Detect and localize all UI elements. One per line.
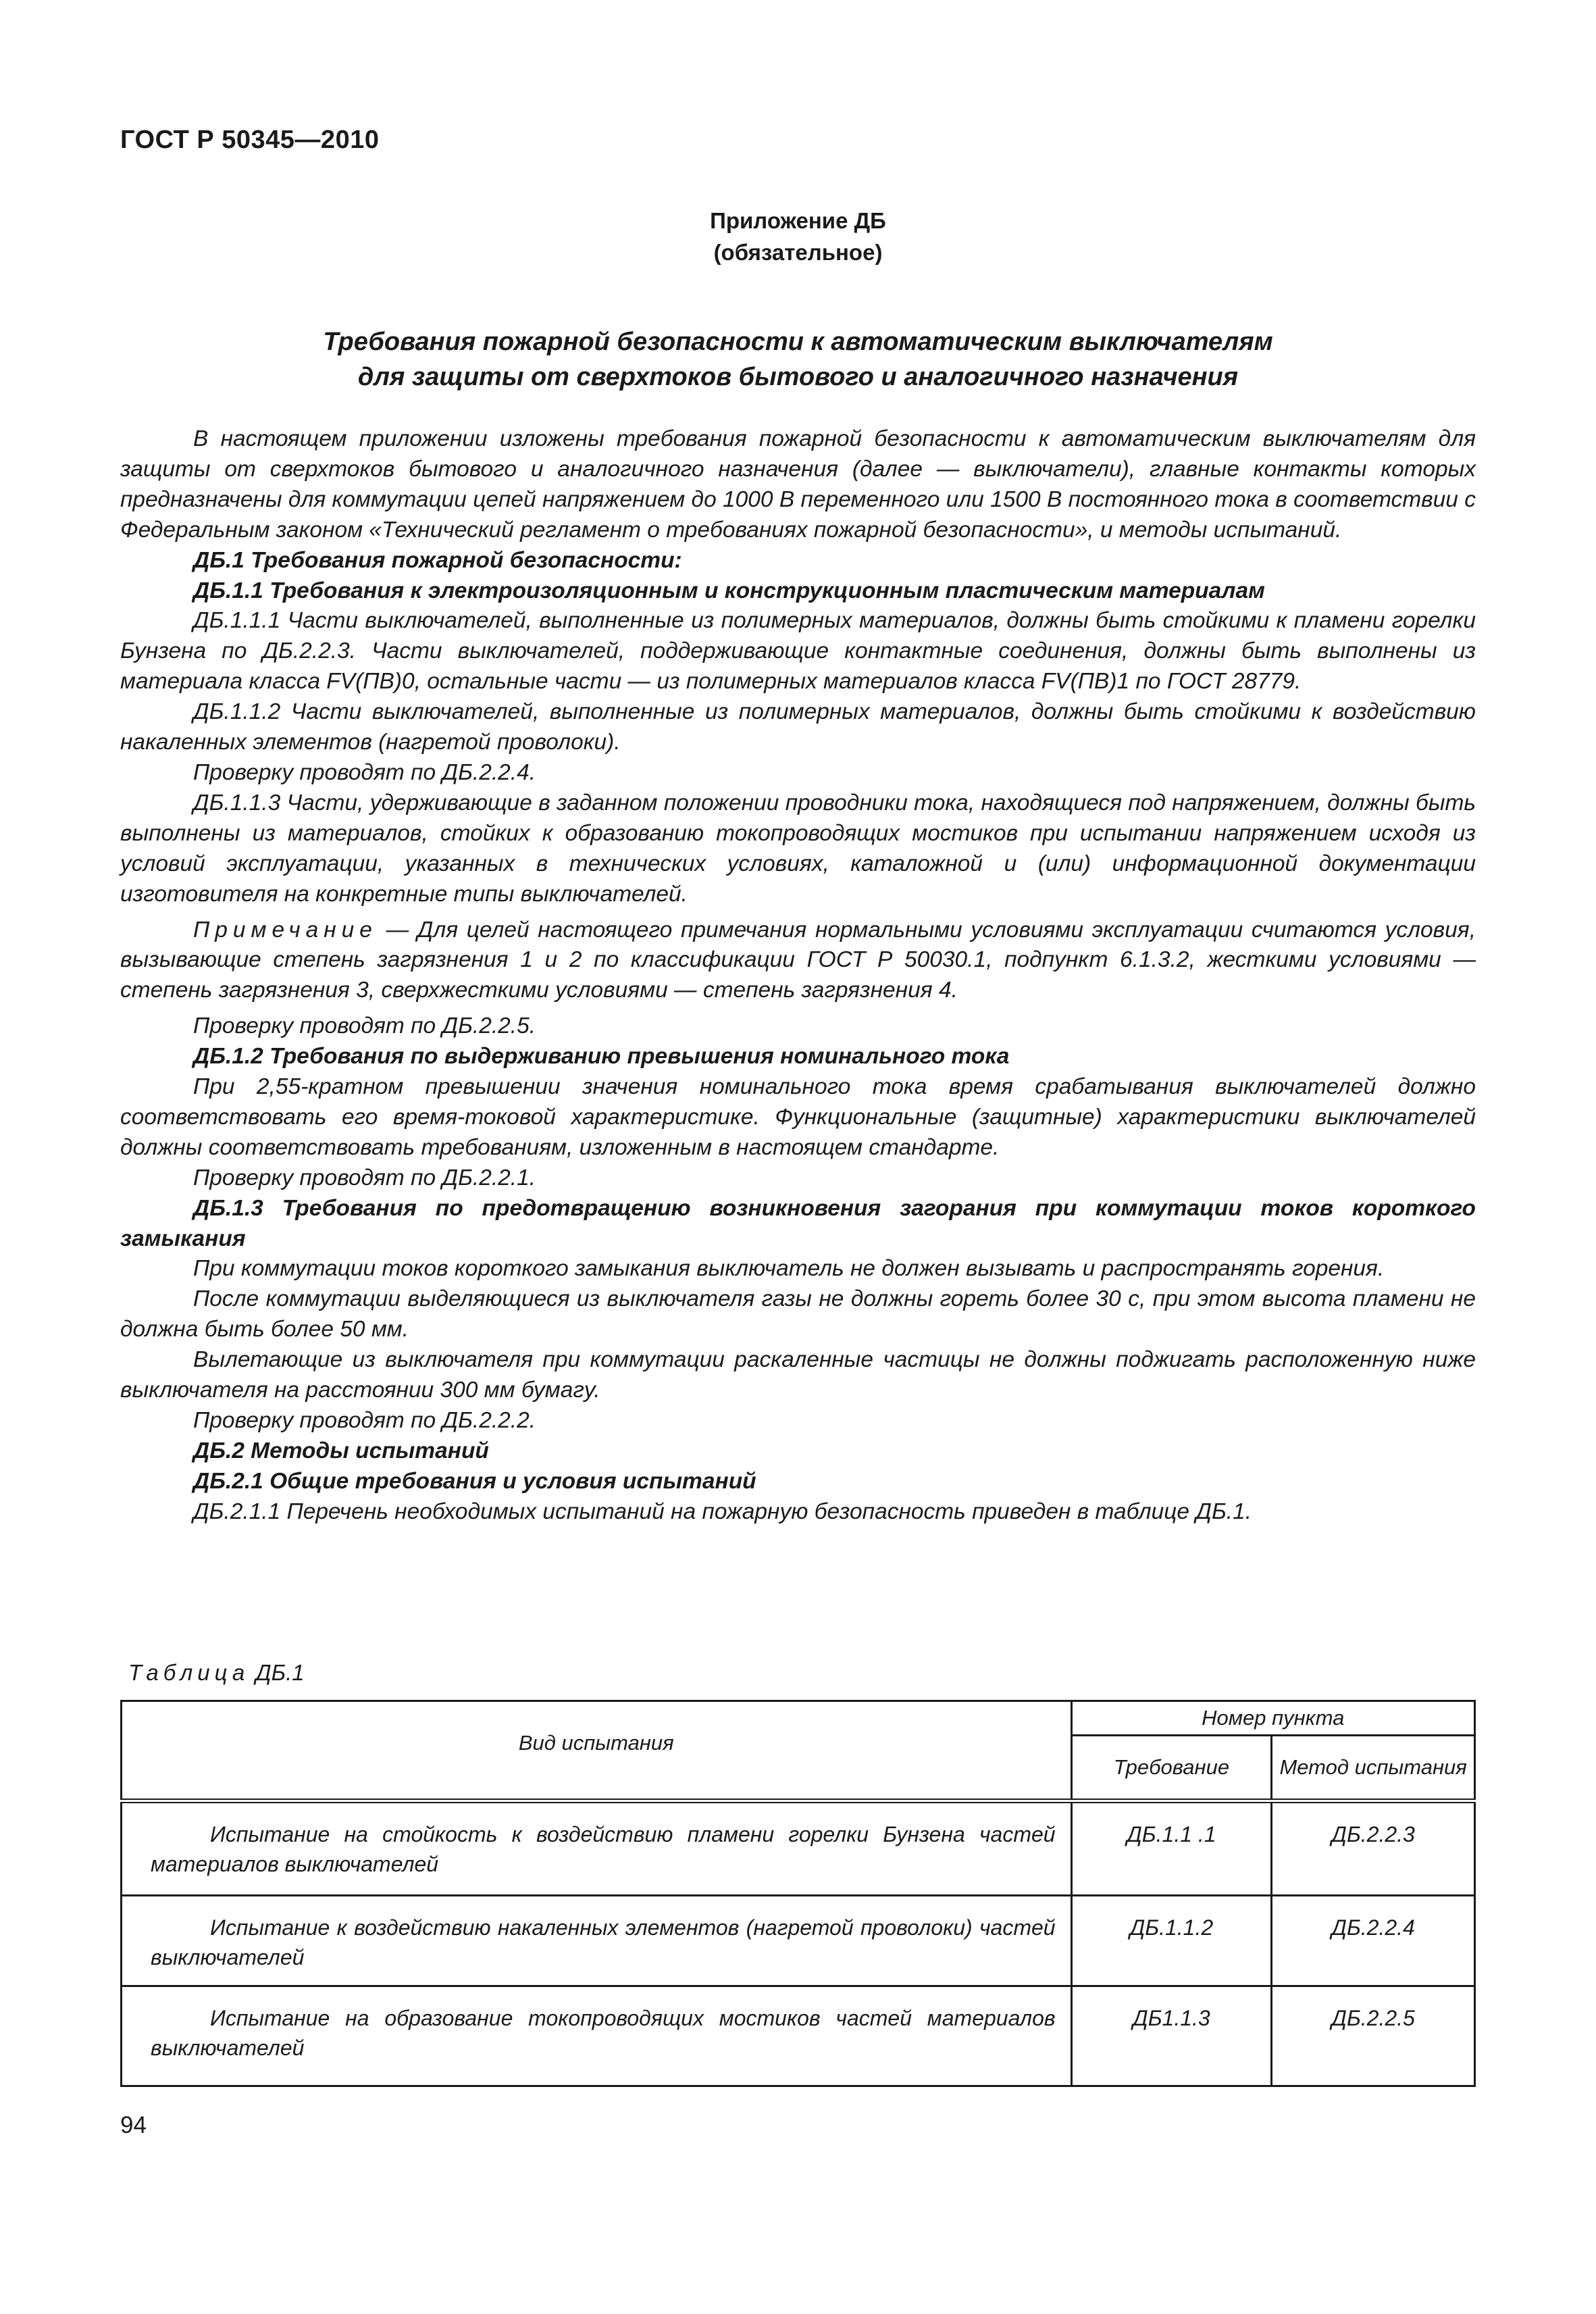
check-reference: Проверку проводят по ДБ.2.2.4. — [193, 759, 536, 785]
clause-db1-3-c: Вылетающие из выключателя при коммутации раскаленные частицы не должны поджигать расположенную ниже выключателя на расстоянии 300 мм бумагу. — [120, 1347, 1476, 1403]
appendix-heading — [0, 205, 1596, 268]
requirement-cell: ДБ.1.1.2 — [1071, 1896, 1272, 1986]
appendix-title: Приложение ДБ — [710, 208, 886, 233]
column-header-requirement: Требование — [1071, 1736, 1272, 1801]
page-number: 94 — [120, 2112, 147, 2138]
intro-paragraph: В настоящем приложении изложены требования пожарной безопасности к автоматическим выключателям для защиты от сверхтоков бытового и аналогичного назначения (далее — выключатели), главные контакты которых предназначены для коммутации цепей напряжением до 1000 В переменного или 1500 В постоянного тока в соответствии с Федеральным законом «Технический регламент о требованиях пожарной безопасности», и методы испытаний. — [120, 426, 1476, 543]
column-header-clause-number: Номер пункта — [1071, 1701, 1474, 1736]
check-reference: Проверку проводят по ДБ.2.2.1. — [193, 1165, 536, 1190]
table-row — [122, 1801, 1475, 1896]
tests-table — [120, 1700, 1476, 2087]
clause-db1-1-3: ДБ.1.1.3 Части, удерживающие в заданном положении проводники тока, находящиеся под напряжением, должны быть выполнены из материалов, стойких к образованию токопроводящих мостиков при испытании напряжением исходя из условий эксплуатации, указанных в технических условиях, каталожной и (или) информационной документации изготовителя на конкретные типы выключателей. — [120, 790, 1476, 907]
section-db2-1-heading: ДБ.2.1 Общие требования и условия испытаний — [193, 1468, 756, 1494]
clause-db1-3-a: При коммутации токов короткого замыкания выключатель не должен вызывать и распространять горения. — [193, 1256, 1385, 1282]
test-cell: Испытание на образование токопроводящих мостиков частей материалов выключателей — [122, 1986, 1072, 2086]
method-cell: ДБ.2.2.4 — [1272, 1896, 1475, 1986]
note-text: — Для целей настоящего примечания нормальными условиями эксплуатации считаются условия, вызывающие степень загрязнения 1 и 2 по классификации ГОСТ Р 50030.1, подпункт 6.1.3.2, жесткими условиями — степень загрязнения 3, сверхжесткими условиями — степень загрязнения 4. — [120, 917, 1476, 1003]
clause-db2-1-1: ДБ.2.1.1 Перечень необходимых испытаний на пожарную безопасность приведен в таблице ДБ.1. — [193, 1499, 1252, 1524]
note-paragraph — [120, 915, 1476, 1007]
table-caption — [128, 1660, 305, 1686]
method-cell: ДБ.2.2.5 — [1272, 1986, 1475, 2086]
clause-db1-1-2: ДБ.1.1.2 Части выключателей, выполненные из полимерных материалов, должны быть стойкими к воздействию накаленных элементов (нагретой проволоки). — [120, 699, 1476, 755]
body-text — [120, 424, 1476, 1528]
test-cell: Испытание к воздействию накаленных элементов (нагретой проволоки) частей выключателей — [122, 1896, 1072, 1986]
section-db1-3-heading: ДБ.1.3 Требования по предотвращению возникновения загорания при коммутации токов короткого замыкания — [120, 1195, 1476, 1251]
column-header-test-type: Вид испытания — [122, 1701, 1072, 1801]
table-row — [122, 1896, 1475, 1986]
clause-db1-3-b: После коммутации выделяющиеся из выключателя газы не должны гореть более 30 с, при этом высота пламени не должна быть более 50 мм. — [120, 1286, 1476, 1342]
note-label: Примечание — [193, 917, 378, 942]
check-reference: Проверку проводят по ДБ.2.2.2. — [193, 1408, 536, 1433]
table-row — [122, 1986, 1475, 2086]
standard-code: ГОСТ Р 50345—2010 — [120, 126, 380, 154]
section-db1-1-heading: ДБ.1.1 Требования к электроизоляционным и конструкционным пластическим материалам — [193, 578, 1265, 603]
requirement-cell: ДБ1.1.3 — [1071, 1986, 1272, 2086]
table-caption-number: ДБ.1 — [249, 1660, 305, 1685]
section-db2-heading: ДБ.2 Методы испытаний — [193, 1438, 489, 1463]
clause-db1-1-1: ДБ.1.1.1 Части выключателей, выполненные из полимерных материалов, должны быть стойкими к пламени горелки Бунзена по ДБ.2.2.3. Части выключателей, поддерживающие контактные соединения, должны быть выполнены из материала класса FV(ПВ)0, остальные части — из полимерных материалов класса FV(ПВ)1 по ГОСТ 28779. — [120, 608, 1476, 695]
method-cell: ДБ.2.2.3 — [1272, 1801, 1475, 1896]
test-cell: Испытание на стойкость к воздействию пламени горелки Бунзена частей материалов выключателей — [122, 1801, 1072, 1896]
table-header-row — [122, 1701, 1475, 1736]
section-db1-2-heading: ДБ.1.2 Требования по выдерживанию превышения номинального тока — [193, 1044, 1010, 1070]
document-title-line-1: Требования пожарной безопасности к автоматическим выключателям — [323, 328, 1273, 356]
document-title-line-2: для защиты от сверхтоков бытового и аналогичного назначения — [357, 363, 1239, 391]
appendix-status: (обязательное) — [713, 240, 883, 265]
section-db1-heading: ДБ.1 Требования пожарной безопасности: — [193, 547, 682, 573]
table-caption-label: Таблица — [128, 1660, 250, 1685]
column-header-method: Метод испытания — [1272, 1736, 1475, 1801]
clause-db1-2: При 2,55-кратном превышении значения номинального тока время срабатывания выключателей должно соответствовать его время-токовой характеристике. Функциональные (защитные) характеристики выключателей должны соответствовать требованиям, изложенным в настоящем стандарте. — [120, 1074, 1476, 1160]
document-title — [0, 324, 1596, 395]
check-reference: Проверку проводят по ДБ.2.2.5. — [193, 1013, 536, 1039]
requirement-cell: ДБ.1.1 .1 — [1071, 1801, 1272, 1896]
